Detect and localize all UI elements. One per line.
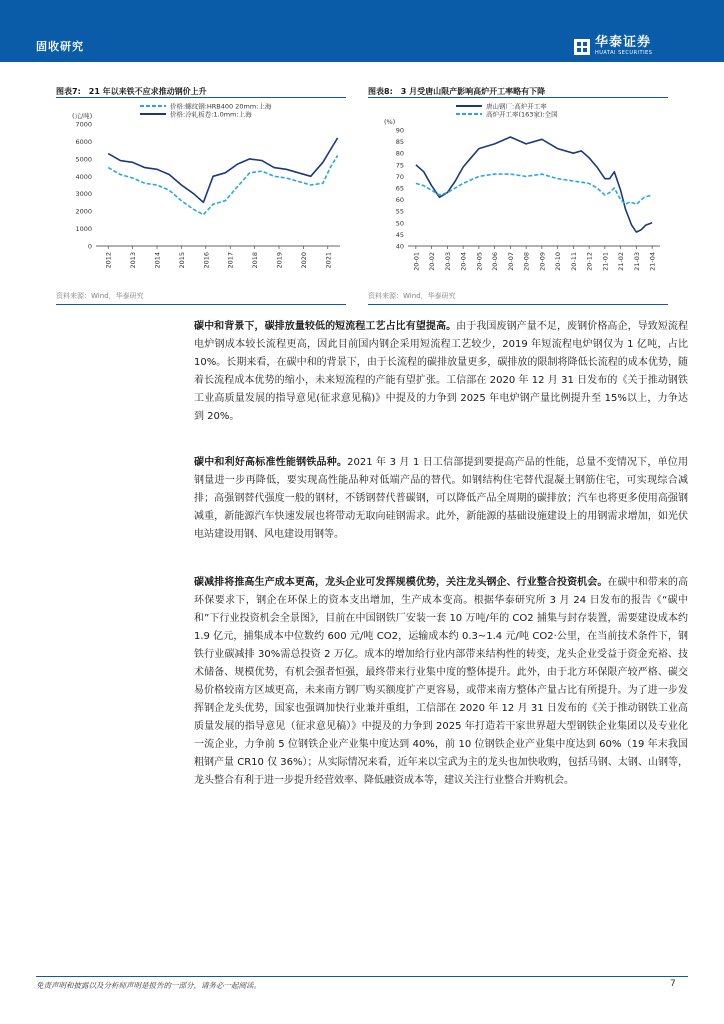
paragraph-body: 2021 年 3 月 1 日工信部提到要提高产品的性能，总量不变情况下，单位用钢量进一步再降低，要实现高性能品种对低端产品的替代。如钢结构住宅替代混凝土钢筋住宅，可实现综合减排；高强钢替代强度一般的钢材，不锈钢替代普碳钢，可以降低产品全周期的碳排放；汽车也将更多使用高强钢减重，新能源汽车快速发展也将带动无取向硅钢需求。此外，新能源的基础设施建设上的用钢需求增加，如光伏电站建设用钢、风电建设用钢等。 <box>194 457 688 540</box>
y-tick-label: 3000 <box>75 190 92 199</box>
paragraph-low-carbon <box>194 318 688 426</box>
y-tick-label: 0 <box>87 242 92 251</box>
x-tick-label: 20-06 <box>491 252 500 271</box>
paragraph-industry-consolidation <box>194 574 688 790</box>
x-tick-label: 2013 <box>129 252 138 269</box>
paragraph-body: 在碳中和带来的高环保要求下，钢企在环保上的资本支出增加，生产成本变高。根据华泰研究所 3 月 24 日发布的报告《“碳中和”下行业投资机会全景图》，目前在中国钢铁厂安装一套 10 万吨/年的 CO2 捕集与封存装置，需要建设成本约 1.9 亿元，捕集成本中位数约 600 元/吨 CO2，运输成本约 0.3~1.4 元/吨 CO2·公里，在当前技术条件下，钢铁行业碳减排 30%需总投资 2 万亿。成本的增加给行业内部带来结构性的转变，龙头企业受益于资金充裕、技术储备、规模优势，有机会强者恒强，最终带来行业集中度的整体提升。此外，由于北方环保限产较严格、碳交易价格较南方区域更高，未来南方钢厂购买额度扩产更容易，或带来南方整体产量占比有所提升。为了进一步发挥钢企龙头优势，国家也强调加快行业兼并重组，工信部在 2020 年 12 月 31 日发布的《关于推动钢铁工业高质量发展的指导意见（征求意见稿）》中提及的力争到 2025 年打造若干家世界超大型钢铁企业集团以及专业化一流企业，力争前 5 位钢铁企业产业集中度达到 40%，前 10 位钢铁企业产业集中度达到 60%（19 年末我国粗钢产量 CR10 仅 36%）；从实际情况来看，近年来以宝武为主的龙头也加快收购，包括马钢、太钢、山钢等，龙头整合有利于进一步提升经营效率、降低融资成本等，建议关注行业整合并购机会。 <box>194 577 689 786</box>
x-tick-label: 20-07 <box>506 252 515 271</box>
figure8-source-rule <box>368 304 668 305</box>
x-tick-label: 2015 <box>177 252 186 269</box>
y-tick-label: 60 <box>395 196 404 205</box>
page-number: 7 <box>670 979 676 989</box>
y-tick-label: 45 <box>395 230 404 239</box>
x-tick-label: 20-08 <box>522 252 531 271</box>
y-tick-label: 55 <box>395 207 404 216</box>
x-tick-label: 2019 <box>275 252 284 269</box>
y-tick-label: 80 <box>395 149 404 158</box>
x-tick-label: 21-02 <box>617 252 626 271</box>
y-tick-label: 5000 <box>75 155 92 164</box>
y-tick-label: 90 <box>395 126 404 135</box>
paragraph-lead: 碳中和背景下，碳排放量较低的短流程工艺占比有望提高。 <box>194 321 457 332</box>
x-tick-label: 20-11 <box>569 252 578 271</box>
x-tick-label: 20-04 <box>459 252 468 271</box>
figure7-chart <box>56 98 346 290</box>
logo-name: 华泰证券 <box>595 35 652 50</box>
x-tick-label: 2014 <box>153 252 162 269</box>
x-tick-label: 20-10 <box>554 252 563 271</box>
y-tick-label: 2000 <box>75 207 92 216</box>
paragraph-lead: 碳减排将推高生产成本更高，龙头企业可发挥规模优势，关注龙头钢企、行业整合投资机会。 <box>194 577 608 588</box>
x-tick-label: 20-02 <box>428 252 437 271</box>
x-tick-label: 21-03 <box>632 252 641 271</box>
y-tick-label: 7000 <box>75 120 92 129</box>
figure7-caption: 21 年以来铁不应求推动钢价上升 <box>88 87 207 96</box>
y-tick-label: 4000 <box>75 172 92 181</box>
x-tick-label: 20-12 <box>585 252 594 271</box>
y-tick-label: 1000 <box>75 225 92 234</box>
x-tick-label: 2020 <box>299 252 308 269</box>
y-tick-label: 75 <box>395 161 404 170</box>
y-tick-label: 50 <box>395 219 404 228</box>
logo-name-en: HUATAI SECURITIES <box>595 50 653 56</box>
figure8-caption: 3 月受唐山限产影响高炉开工率略有下降 <box>400 87 546 96</box>
x-tick-label: 2021 <box>324 252 333 269</box>
figure8-chart <box>368 98 668 290</box>
company-logo <box>574 36 652 57</box>
x-tick-label: 21-04 <box>648 252 657 271</box>
x-tick-label: 20-09 <box>538 252 547 271</box>
page-header <box>0 0 724 62</box>
figure8-source: 资料来源：Wind，华泰研究 <box>368 292 456 300</box>
x-tick-label: 21-01 <box>601 252 610 271</box>
series-line <box>108 138 337 203</box>
y-tick-label: 85 <box>395 138 404 147</box>
legend-label: 高炉开工率(163家):全国 <box>486 110 558 119</box>
series-line <box>416 137 652 232</box>
paragraph-lead: 碳中和利好高标准性能钢铁品种。 <box>194 457 348 468</box>
legend-label: 价格:螺纹钢:HRB400 20mm:上海 <box>170 102 272 111</box>
y-axis-label: (%) <box>384 118 396 126</box>
paragraph-body: 由于我国废钢产量不足，废钢价格高企，导致短流程电炉钢成本较长流程更高，因此目前国内钢企采用短流程工艺较少，2019 年短流程电炉钢仅为 1 亿吨，占比 10%。长期来看，在碳中和的背景下，由于长流程的碳排放量更多，碳排放的限制将降低长流程的成本优势，随着长流程成本优势的缩小，未来短流程的产能有望扩张。工信部在 2020 年 12 月 31 日发布的《关于推动钢铁工业高质量发展的指导意见(征求意见稿)》中提及的力争到 2025 年电炉钢产量比例提升至 15%以上，力争达到 20%。 <box>194 321 689 422</box>
figure7-number: 图表7: <box>56 87 81 96</box>
legend-label: 唐山钢厂:高炉开工率 <box>486 102 547 111</box>
figure8-title <box>368 86 545 97</box>
report-category: 固收研究 <box>36 40 84 53</box>
logo-mark-icon <box>574 39 590 55</box>
x-tick-label: 2016 <box>202 252 211 269</box>
footer-rule <box>36 976 688 977</box>
figure8-number: 图表8: <box>368 87 393 96</box>
x-tick-label: 20-05 <box>475 252 484 271</box>
figure7-source-rule <box>56 304 346 305</box>
x-tick-label: 2017 <box>226 252 235 269</box>
x-tick-label: 2012 <box>104 252 113 269</box>
footer-disclaimer: 免责声明和披露以及分析师声明是报告的一部分，请务必一起阅读。 <box>36 981 261 990</box>
y-tick-label: 6000 <box>75 137 92 146</box>
x-tick-label: 20-03 <box>443 252 452 271</box>
x-tick-label: 2018 <box>251 252 260 269</box>
figure7-title <box>56 86 207 97</box>
y-tick-label: 70 <box>395 172 404 181</box>
x-tick-label: 20-01 <box>412 252 421 271</box>
series-line <box>108 155 337 214</box>
y-tick-label: 40 <box>395 242 404 251</box>
legend-label: 价格:冷轧板卷:1.0mm:上海 <box>170 110 252 119</box>
paragraph-high-performance-steel <box>194 454 688 544</box>
y-tick-label: 65 <box>395 184 404 193</box>
y-axis-label: (元/吨) <box>72 112 93 120</box>
figure7-source: 资料来源：Wind，华泰研究 <box>56 292 144 300</box>
